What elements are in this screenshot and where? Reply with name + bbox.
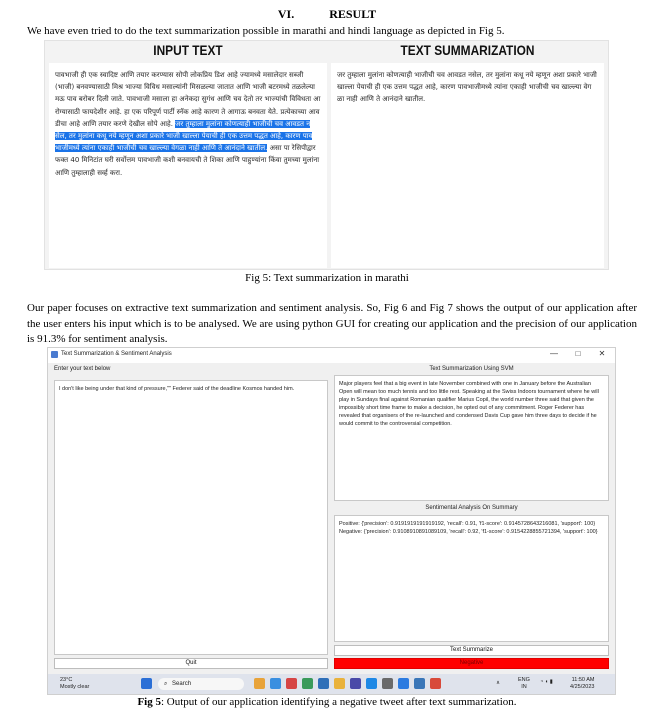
input-textbox-value: I don't like being under that kind of pressure,"" Federer said of the deadline Kosmos handed him. — [59, 386, 295, 392]
window-title: Text Summarization & Sentiment Analysis — [61, 351, 172, 357]
start-icon[interactable] — [141, 678, 152, 689]
input-text-highlight: जर तुम्हाला मुलांना कोणत्याही भाजीची चव आवडत नसेल, तर मुलांना कधू नये म्हणून अशा प्रकारे भाजी खाल्ला पेयाची ही एक उत्तम पद्धत आहे, कारण पावभाजीमध्ये त्यांना एकाही भाजीची चव खाल्ल्या वेगळा नाही आणि ते आनंदाने खातील. — [55, 119, 313, 153]
search-icon: ⌕ — [164, 681, 168, 687]
chrome-icon[interactable] — [270, 678, 281, 689]
weather-text: Mostly clear — [60, 684, 90, 690]
marathi-figure — [44, 40, 609, 270]
input-text-body — [55, 69, 321, 179]
minimize-button[interactable]: — — [550, 349, 558, 358]
quit-button[interactable]: Quit — [54, 658, 328, 669]
temperature: 23°C — [60, 677, 73, 683]
taskbar-search[interactable] — [158, 678, 244, 690]
figure2-caption-label: Fig 5 — [137, 696, 161, 708]
summary-title: TEXT SUMMARIZATION — [400, 42, 535, 58]
figure1-caption: Fig 5: Text summarization in marathi — [245, 272, 409, 284]
clock-time: 11:50 AM — [571, 677, 595, 683]
svm-label: Text Summarization Using SVM — [429, 366, 514, 372]
section-title: RESULT — [329, 7, 377, 21]
input-text-panel — [49, 63, 327, 268]
text-summarize-button[interactable]: Text Summarize — [334, 645, 609, 656]
close-button[interactable]: ✕ — [598, 349, 606, 358]
maximize-button[interactable]: □ — [575, 349, 581, 358]
positive-score: Positive: {'precision': 0.9191919191919192, 'recall': 0.91, 'f1-score': 0.9145728643216081, 'support': 100} — [339, 521, 596, 527]
summary-panel — [331, 63, 604, 268]
tray-chevron-icon[interactable]: ∧ — [496, 680, 501, 686]
input-text-plain: पावभाजी ही एक स्वादिष्ट आणि तयार करण्यास सोपी लोकप्रिय डिश आहे ज्यामध्ये मसालेदार सब्जी (भाजी) बनवण्यासाठी मिश्र भाज्या विविध मसाल्यांनी मिसळल्या जातात आणि भाजी बटरमध्ये तळलेल्या मऊ पाव बरोबर दिली जाते. पावभाजी मसाला हा अनेकदा सुगंध आणि चव देतो तर भाज्यांची विविधता आरोग्यासाठी फायदेशीर आहे. हा एक परिपूर्ण पार्टी स्नॅक आहे कारण ते आगाऊ बनवता येते. प्रत्येकाच्या आवडीचा आहे आणि तयार करणे देखील सोपे आहे. — [55, 71, 321, 128]
negative-score: Negative: {'precision': 0.9108910891089109, 'recall': 0.92, 'f1-score': 0.9154228855721394, 'support': 100} — [339, 529, 598, 535]
task-view-icon[interactable] — [254, 678, 265, 689]
input-text-tail: असा पा रेसिपीद्वार फक्त 40 मिनिटांत घरी सर्वोत्तम पावभाजी कशी बनवायची ते शिका आणि पाहुण्यांना किंवा तुमच्या मुलांना आणि तुम्हालाही सर्व्ह करा. — [55, 144, 320, 177]
search-placeholder: Search — [172, 681, 192, 687]
language-bottom: IN — [521, 684, 527, 690]
section-number: VI. — [277, 7, 295, 21]
figure2-caption-text: : Output of our application identifying a negative tweet after text summarization. — [160, 696, 517, 708]
windows-taskbar — [48, 674, 615, 694]
section-heading — [0, 7, 654, 22]
app-icon-red[interactable] — [286, 678, 297, 689]
app-icon-green[interactable] — [302, 678, 313, 689]
app-screenshot — [47, 347, 616, 695]
input-text-title: INPUT TEXT — [153, 42, 223, 58]
sentiment-label: Sentimental Analysis On Summary — [425, 505, 518, 511]
summary-text: जर तुम्हाला मुलांना कोणत्याही भाजीची चव आवडत नसेल, तर मुलांना कधू नये म्हणून अशा प्रकारे भाजी खाल्ला पेयाची ही एक उत्तम पद्धत आहे, कारण पावभाजीमध्ये त्यांना एकाही भाजीची चव खाल्ल्या वेगळा नाही आणि ते आनंदाने खातील. — [337, 71, 597, 104]
store-icon[interactable] — [366, 678, 377, 689]
intro-paragraph: We have even tried to do the text summarization possible in marathi and hindi language as depicted in Fig 5. — [27, 25, 505, 37]
input-label: Enter your text below — [54, 366, 111, 372]
negative-result-button[interactable]: Negative — [334, 658, 609, 669]
body-paragraph: Our paper focuses on extractive text summarization and sentiment analysis. So, Fig 6 and Fig 7 shows the output of our application after the user enters his input which is to be analysed. We are using python GUI for creating our application and the precision of our application is 91.3% for sentiment analysis. — [27, 302, 637, 345]
python-icon[interactable] — [414, 678, 425, 689]
language-indicator[interactable] — [518, 677, 530, 691]
input-textbox[interactable] — [54, 380, 328, 655]
svm-output-text: Major players feel that a big event in late November combined with one in January before the Australian Open will mean too much tennis and too little rest. Speaking at the Swiss Indoors tournament where he will play in Sundays final against Romanian qualifier Marius Copil, the world number three said that given the impossibly short time frame to make a decision, he opted out of any commitment. Roger Federer has revealed that organisers of the re-launched and condensed Davis Cup gave him three days to decide if he would commit to the controversial competition. — [339, 381, 599, 427]
language-top: ENG — [518, 677, 530, 683]
figure2-caption — [0, 696, 654, 708]
weather-widget[interactable] — [60, 677, 89, 691]
vscode-icon[interactable] — [398, 678, 409, 689]
app-icon-gray[interactable] — [382, 678, 393, 689]
app-icon-purple[interactable] — [350, 678, 361, 689]
network-volume-icons[interactable]: ◔ ◖ ▮ — [540, 679, 553, 685]
app-icon — [51, 351, 58, 358]
edge-icon[interactable] — [318, 678, 329, 689]
app-icon-orange[interactable] — [430, 678, 441, 689]
svm-output-box[interactable] — [334, 375, 609, 501]
window-titlebar — [48, 348, 615, 363]
clock[interactable] — [570, 677, 594, 691]
sentiment-output-box[interactable] — [334, 515, 609, 642]
clock-date: 4/25/2023 — [570, 684, 595, 690]
file-explorer-icon[interactable] — [334, 678, 345, 689]
